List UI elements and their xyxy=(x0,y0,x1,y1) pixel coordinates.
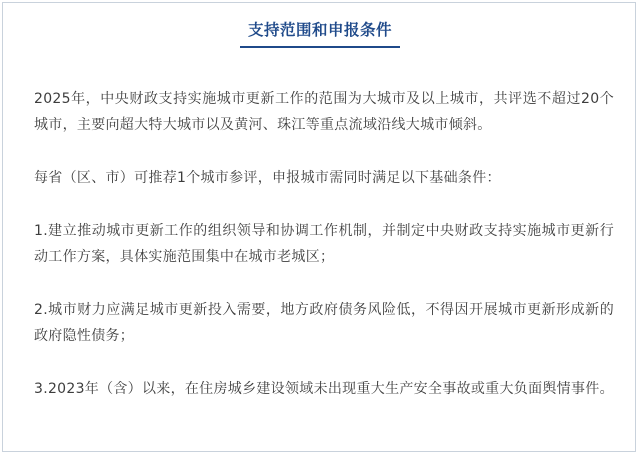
paragraph-intro: 2025年，中央财政支持实施城市更新工作的范围为大城市及以上城市，共评选不超过20个城市，主要向超大特大城市以及黄河、珠江等重点流域沿线大城市倾斜。 xyxy=(34,91,614,133)
article-body xyxy=(34,86,614,429)
section-heading: 支持范围和申报条件 xyxy=(240,18,400,48)
heading-container xyxy=(0,18,640,48)
paragraph-condition-1: 1.建立推动城市更新工作的组织领导和协调工作机制，并制定中央财政支持实施城市更新行动工作方案，具体实施范围集中在城市老城区； xyxy=(34,223,614,265)
paragraph-eligibility: 每省（区、市）可推荐1个城市参评，申报城市需同时满足以下基础条件： xyxy=(34,170,501,186)
paragraph-condition-2: 2.城市财力应满足城市更新投入需要，地方政府债务风险低，不得因开展城市更新形成新的政府隐性债务； xyxy=(34,302,614,344)
paragraph-condition-3: 3.2023年（含）以来，在住房城乡建设领域未出现重大生产安全事故或重大负面舆情事件。 xyxy=(34,381,614,397)
